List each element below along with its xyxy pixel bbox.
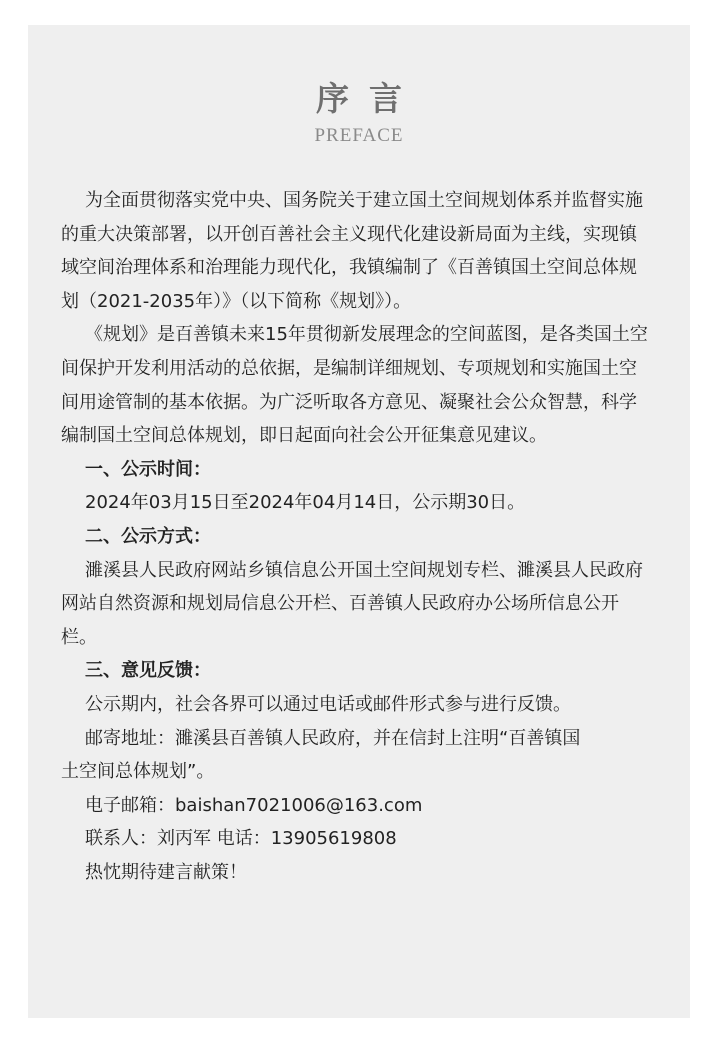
publicity-time-text: 2024年03月15日至2024年04月14日，公示期30日。 [85, 492, 526, 514]
page-title: 序言 [316, 79, 422, 118]
document-body [61, 184, 651, 889]
section-heading-publicity-method: 二、公示方式： [85, 525, 211, 547]
section-heading-feedback: 三、意见反馈： [85, 660, 211, 682]
email-address: 电子邮箱：baishan7021006@163.com [85, 794, 423, 816]
plan-description-paragraph: 《规划》是百善镇未来15年贯彻新发展理念的空间蓝图，是各类国土空间保护开发利用活动的总依据，是编制详细规划、专项规划和实施国土空间用途管制的基本依据。为广泛听取各方意见、凝聚社会公众智慧，科学编制国土空间总体规划，即日起面向社会公开征集意见建议。 [61, 324, 648, 447]
mailing-address-continued: 土空间总体规划”。 [61, 761, 215, 783]
feedback-text: 公示期内，社会各界可以通过电话或邮件形式参与进行反馈。 [85, 693, 571, 715]
mailing-address: 邮寄地址：濉溪县百善镇人民政府，并在信封上注明“百善镇国 [85, 727, 581, 749]
page-subtitle: PREFACE [314, 125, 404, 146]
closing-text: 热忱期待建言献策！ [85, 861, 247, 883]
intro-paragraph: 为全面贯彻落实党中央、国务院关于建立国土空间规划体系并监督实施的重大决策部署，以开创百善社会主义现代化建设新局面为主线，实现镇域空间治理体系和治理能力现代化，我镇编制了《百善镇国土空间总体规划（2021-2035年）》（以下简称《规划》）。 [61, 190, 643, 312]
document-panel [28, 25, 690, 1018]
contact-info: 联系人：刘丙军 电话：13905619808 [85, 828, 397, 850]
section-heading-publicity-time: 一、公示时间： [85, 458, 211, 480]
publicity-method-text: 濉溪县人民政府网站乡镇信息公开国土空间规划专栏、濉溪县人民政府网站自然资源和规划局信息公开栏、百善镇人民政府办公场所信息公开栏。 [61, 559, 643, 648]
